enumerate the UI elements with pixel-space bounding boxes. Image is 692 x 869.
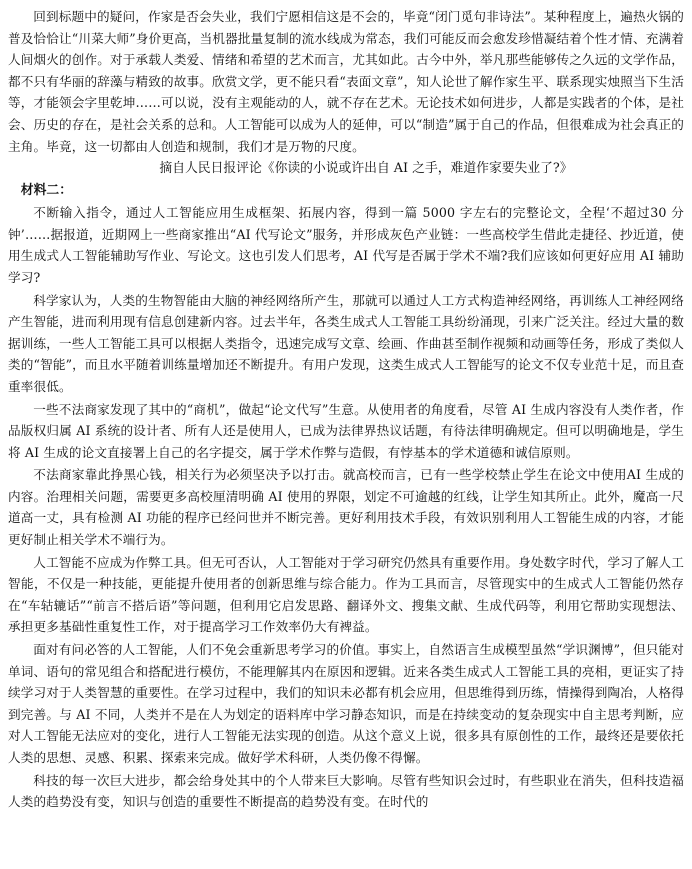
material-two-paragraph-5: 人工智能不应成为作弊工具。但无可否认，人工智能对于学习研究仍然具有重要作用。身处数字时代，学习了解人工智能，不仅是一种技能，更能提升使用者的创新思维与综合能力。作为工具而言，尽管现实中的生成式人工智能仍然存在“车轱辘话”“前言不搭后语”等问题，但利用它启发思路、翻译外文、搜集文献、生成代码等，利用它帮助实现想法、承担更多基础性重复性工作，对于提高学习工作效率仍大有裨益。 [8, 554, 684, 635]
material-two-paragraph-7: 科技的每一次巨大进步，都会给身处其中的个人带来巨大影响。尽管有些知识会过时，有些职业在消失，但科技造福人类的趋势没有变，知识与创造的重要性不断提高的趋势没有变。在时代的 [8, 772, 684, 810]
material-one-closing-paragraph: 回到标题中的疑问，作家是否会失业，我们宁愿相信这是不会的，毕竟“闭门觅句非诗法”。某种程度上，遍热火锅的普及恰恰让“川菜大师”身价更高，当机器批量复制的流水线成为常态，我们可能反而会愈发珍惜凝结着个性才情、充满着人间烟火的创作。对于承载人类爱、情绪和希望的艺术而言，尤其如此。古今中外，举凡那些能够传之久远的文学作品，都不只有华丽的辞藻与精致的故事。欣赏文学，更不能只看“表面文章”，知人论世了解作家生平、联系现实烛照当下生活等，才能领会字里乾坤……可以说，没有主观能动的人，就不存在艺术。无论技术如何进步，人都是实践者的个体，是社会、历史的存在，是社会关系的总和。人工智能可以成为人的延伸，可以“制造”属于自己的作品，但很难成为社会真正的主角。毕竟，这一切都由人创造和规制，我们才是万物的尺度。 [8, 9, 684, 154]
material-two-paragraph-3: 一些不法商家发现了其中的“商机”，做起“论文代写”生意。从使用者的角度看，尽管 AI 生成内容没有人类作者，作品版权归属 AI 系统的设计者、所有人还是使用人，已成为法律界热议话题，有待法律明确规定。但可以明确地是，学生将 AI 生成的论文直接署上自己的名字提交，属于学术作弊与造假，有悖基本的学术道德和诚信原则。 [8, 401, 684, 460]
document-page [8, 6, 684, 814]
material-two-paragraph-4: 不法商家靠此挣黑心钱，相关行为必须坚决予以打击。就高校而言，已有一些学校禁止学生在论文中使用AI 生成的内容。治理相关问题，需要更多高校厘清明确 AI 使用的界限，划定不可逾越的红线，让学生知其所止。此外，魔高一尺道高一丈，具有检测 AI 功能的程序已经问世并不断完善。更好利用技术手段，有效识别利用人工智能生成的内容，才能更好制止相关学术不端行为。 [8, 467, 684, 548]
material-two-heading: 材料二： [20, 183, 72, 199]
material-one-source-citation: 摘自人民日报评论《你读的小说或许出自 AI 之手，难道作家要失业了?》 [159, 161, 573, 177]
material-two-paragraph-2: 科学家认为，人类的生物智能由大脑的神经网络所产生，那就可以通过人工方式构造神经网络，再训练人工神经网络产生智能，进而利用现有信息创建新内容。过去半年，各类生成式人工智能工具纷纷涌现，引来广泛关注。经过大量的数据训练，一些人工智能工具可以根据人类指令，迅速完成写文章、绘画、作曲甚至制作视频和动画等任务，形成了类似人类的“智能”，而且水平随着训练量增加还不断提升。有用户发现，这类生成式人工智能写的论文不仅专业范十足，而且查重率很低。 [8, 292, 684, 394]
material-two-paragraph-1: 不断输入指令，通过人工智能应用生成框架、拓展内容，得到一篇 5000 字左右的完整论文，全程‘不超过30 分钟’……据报道，近期网上一些商家推出“AI 代写论文”服务，并形成灰色产业链：一些高校学生借此走捷径、抄近道，使用生成式人工智能辅助写作业、写论文。这也引发人们思考，AI 代写是否属于学术不端?我们应该如何更好应用 AI 辅助学习? [8, 205, 685, 285]
material-two-paragraph-6: 面对有问必答的人工智能，人们不免会重新思考学习的价值。事实上，自然语言生成模型虽然“学识渊博”，但只能对单词、语句的常见组合和搭配进行模仿，不能理解其内在原因和逻辑。近来各类生成式人工智能工具的亮相，更证实了持续学习对于人类智慧的重要性。在学习过程中，我们的知识未必都有机会应用，但思维得到历练，情操得到陶冶，人格得到完善。与 AI 不同，人类并不是在人为划定的语料库中学习静态知识，而是在持续变动的复杂现实中自主思考判断，应对人工智能无法应对的变化，进行人工智能无法实现的创造。从这个意义上说，很多具有原创性的工作，最终还是要依托人类的思想、灵感、积累、探索来完成。做好学术科研，人类仍像不得懈。 [8, 642, 684, 765]
